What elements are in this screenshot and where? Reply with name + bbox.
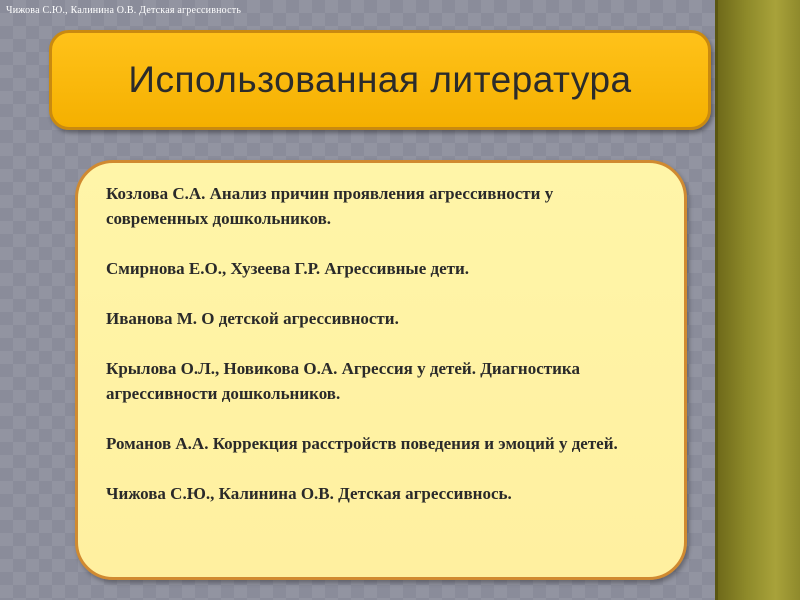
slide-title: Использованная литература bbox=[128, 59, 632, 100]
references-list bbox=[106, 181, 658, 506]
slide-credit: Чижова С.Ю., Калинина О.В. Детская агрессивность bbox=[6, 5, 242, 16]
reference-item: Козлова С.А. Анализ причин проявления агрессивности у современных дошкольников. bbox=[106, 184, 554, 228]
reference-item: Крылова О.Л., Новикова О.А. Агрессия у детей. Диагностика агрессивности дошкольников. bbox=[106, 359, 580, 403]
reference-item: Чижова С.Ю., Калинина О.В. Детская агрессивнось. bbox=[106, 484, 512, 503]
decorative-side-band bbox=[715, 0, 800, 600]
title-banner bbox=[49, 30, 711, 130]
reference-item: Смирнова Е.О., Хузеева Г.Р. Агрессивные дети. bbox=[106, 259, 470, 278]
reference-item: Романов А.А. Коррекция расстройств поведения и эмоций у детей. bbox=[106, 434, 618, 453]
reference-item: Иванова М. О детской агрессивности. bbox=[106, 309, 399, 328]
references-panel bbox=[75, 160, 687, 580]
